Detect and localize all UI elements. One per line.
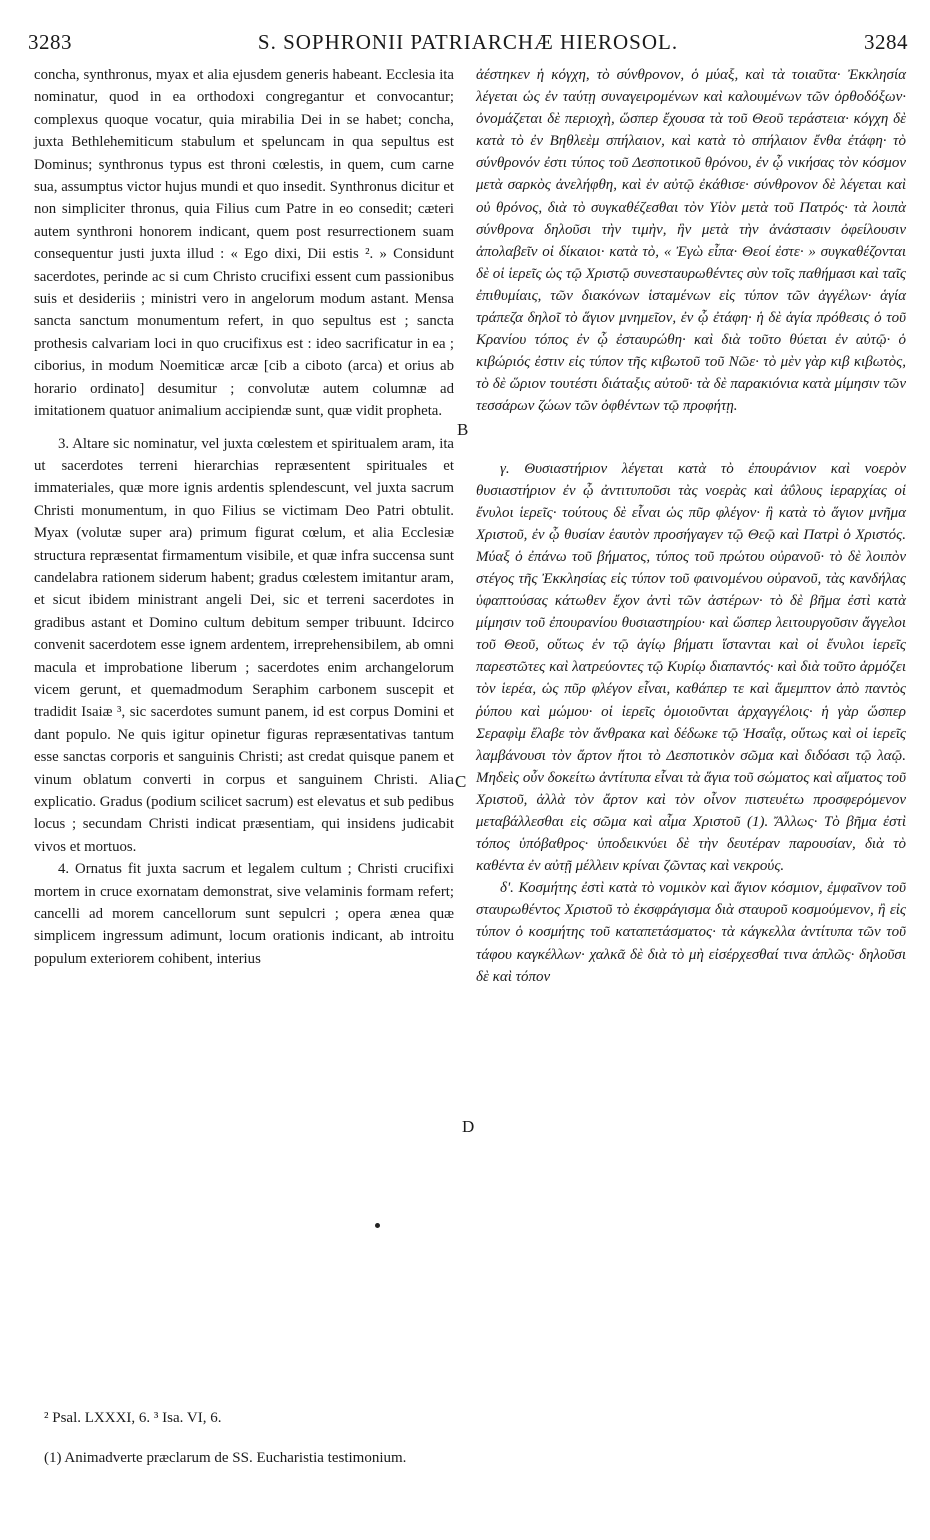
running-header bbox=[28, 30, 908, 56]
page-number-right: 3284 bbox=[864, 30, 908, 54]
stray-dot bbox=[375, 1223, 380, 1228]
greek-paragraph-1: ἀέστηκεν ἡ κόγχη, τὸ σύνθρονον, ὁ μύαξ, καὶ τὰ τοιαῦτα· Ἐκκλησία λέγεται ὡς ἐν ταύτῃ συναγειρομένων καὶ καλουμένων τῶν ὀρθοδόξων· ὀνομάζεται δὲ περιοχὴ, ὥσπερ ἔχουσα τὰ τοῦ Θεοῦ τεράστεια· κόγχη δὲ κατὰ τὸ ἐν Βηθλεὲμ σπήλαιον, καὶ κατὰ τὸ σπήλαιον ἔνθα ἐτάφη· τὸ σύνθρονόν ἐστι τύπος τοῦ Δεσποτικοῦ θρόνου, ἐν ᾧ νικήσας τὸν κόσμον μετὰ σαρκὸς ἀνελήφθη, καὶ ἐν αὐτῷ ἐκάθισε· σύνθρονον δὲ λέγεται καὶ οὐ θρόνος, διὰ τὸ συγκαθέζεσθαι τὸν Υἱὸν μετὰ τοῦ Πατρός· τὰ λοιπὰ σύνθρονα δηλοῦσι τὴν τιμὴν, ἣν μετὰ τὴν ἀνάστασιν ὀφείλουσιν ἀπολαβεῖν οἱ δίκαιοι· κατὰ τὸ, « Ἐγὼ εἶπα· Θεοί ἐστε· » συγκαθέζονται δὲ οἱ ἱερεῖς ὡς τῷ Χριστῷ συνεσταυρωθέντες σὺν τοῖς παθήμασι καὶ ταῖς ἐπιθυμίαις, τῶν διακόνων ἱσταμένων εἰς τύπον τῶν ἀγγέλων· ἁγία τράπεζα δηλοῖ τὸ ἅγιον μνημεῖον, ἐν ᾧ ἐτάφη· ἡ δὲ ἁγία πρόθεσις ὁ τοῦ Κρανίου τόπος ἐν ᾧ ἐσταυρώθη· καὶ διὰ τοῦτο θύεται ἐν αὐτῷ· ὁ κιβώριός ἐστιν εἰς τύπον τῆς κιβωτοῦ τοῦ Νῶε· τὸ μὲν γὰρ κιβ κιβωτὸς, τὸ δὲ ὥριον τουτέστι διάταξις αὐτοῦ· τὰ δὲ παρακιόνια κατὰ μίμησιν τῶν τεσσάρων ζώων τῶν ὀφθέντων τῷ προφήτῃ. bbox=[476, 67, 906, 415]
footnote-refs: ² Psal. LXXXI, 6. ³ Isa. VI, 6. bbox=[44, 1410, 222, 1426]
latin-paragraph-3: 3. Altare sic nominatur, vel juxta cœlestem et spiritualem aram, ita ut sacerdotes terreni hierarchias repræsentent spirituales et immateriales, quæ more ignis ardentis splendescunt, vel juxta sacrum Christi monumentum, in quo Filius se victimam Deo Patri obtulit. Myax (volutæ super ara) primum figurat cœlum, et alia Ecclesiæ structura repræsentat firmamentum visibile, et quæ infra succensa sunt candelabra rationem siderum habent; gradus cœlestem imitantur aram, et sicut ibidem ministrant angeli Dei, sic et terreni sacerdotes in gradibus astant et Domino cultum debitum semper tribuunt. Idcirco convenit sacerdotem esse ignem ardentem, irreprehensibilem, ab omni macula et improbatione liberum ; sacerdotes enim archangelorum vicem gerunt, et quemadmodum Seraphim carbonem suscepit et tradidit Isaiæ ³, sic sacerdotes sumunt panem, id est corpus Domini et dant populo. Ne quis igitur opinetur figuras repræsentativas tantum esse sanctas corporis et sanguinis Christi; ast credat quisque panem et vinum oblatum converti in corpus et sanguinem Christi. Alia explicatio. Gradus (podium scilicet sacrum) est elevatus et sub pedibus locus ; secundam Christi indicat præsentiam, qui insidens judicabit vivos et mortuos. bbox=[34, 435, 454, 855]
latin-paragraph-1: concha, synthronus, myax et alia ejusdem generis habeant. Ecclesia ita nominatur, quod in ea orthodoxi congregantur et convocantur; complexus quoque vocatur, quia mirabilia Dei in se habet; concha, juxta Bethlehemiticum stabulum et speluncam in qua sepultus est Dominus; synthronus typus est throni cœlestis, in quem, cum carne sua, assumptus victor hujus mundi et quo insedit. Synthronus dicitur et non simpliciter thronus, quia Filius cum Patre in eo consedit; cæteri autem synthroni honorem indicant, quem post resurrectionem suam consequentur justi juxta illud : « Ego dixi, Dii estis ². » Considunt sacerdotes, perinde ac si cum Christo crucifixi essent cum passionibus suis et desideriis ; ministri vero in angelorum modum astant. Mensa sancta sanctum monumentum refert, in quo sepultus est ; sancta prothesis calvariam loci in quo crucifixus est : ideo sacrificatur in ea ; ciborius, in modum Noemiticæ arcæ [cib a ciboto (arca) et orius ab horario ordinato] desumitur ; convolutæ autem columnæ ad imitationem quatuor animalium accipiendæ sunt, quæ vidit propheta. bbox=[34, 67, 454, 420]
footnote-editor-note: (1) Animadverte præclarum de SS. Eucharistia testimonium. bbox=[44, 1450, 407, 1466]
latin-column bbox=[34, 64, 454, 970]
running-title: S. SOPHRONII PATRIARCHÆ HIEROSOL. bbox=[257, 30, 679, 54]
margin-letter-c: C bbox=[455, 772, 467, 791]
latin-paragraph-4: 4. Ornatus fit juxta sacrum et legalem cultum ; Christi crucifixi mortem in cruce exornatam demonstrat, sive velaminis formam refert; cancelli ad morem cancellorum sunt sepulcri ; opera ænea quæ simplicem ingressum adimunt, locum orationis indicant, ab introitu populum exteriorem cohibent, interius bbox=[34, 861, 454, 967]
margin-letter-d: D bbox=[462, 1117, 475, 1136]
margin-letter-b: B bbox=[457, 420, 469, 439]
page-number-left: 3283 bbox=[28, 30, 72, 54]
greek-paragraph-gamma: γ. Θυσιαστήριον λέγεται κατὰ τὸ ἐπουράνιον καὶ νοερὸν θυσιαστήριον ἐν ᾧ ἀντιτυποῦσι τὰς νοερὰς καὶ ἀΰλους ἱεραρχίας οἱ ἔνυλοι ἱερεῖς· τούτους δὲ εἶναι ὡς πῦρ φλέγον· ἢ κατὰ τὸ ἅγιον μνῆμα Χριστοῦ, ἐν ᾧ θυσίαν ἑαυτὸν προσήγαγεν τῷ Θεῷ καὶ Πατρὶ ὁ Χριστός. Μύαξ ὁ ἐπάνω τοῦ βήματος, τύπος τοῦ πρώτου οὐρανοῦ· τὸ δὲ λοιπὸν στέγος τῆς Ἐκκλησίας εἰς τύπον τοῦ φαινομένου οὐρανοῦ, τὰς κανδήλας ὑφαπτούσας κάτωθεν ἔχον ἀντὶ τῶν ἀστέρων· τὸ δὲ βῆμα ἐστὶ κατὰ μίμησιν τοῦ ἐπουρανίου θυσιαστηρίου· καὶ ὥσπερ λειτουργοῦσιν ἄγγελοι τοῦ Θεοῦ, οὕτως ἐν τῷ ἁγίῳ βήματι ἵστανται καὶ οἱ ἔνυλοι ἱερεῖς παρεστῶτες καὶ λατρεύοντες τῷ Κυρίῳ διαπαντός· καὶ διὰ τοῦτο ἁρμόζει τὸν ἱερέα, ὡς πῦρ φλέγον εἶναι, καθάπερ τε καὶ ἄμεμπτον ἀπὸ παντὸς ῥύπου καὶ μώμου· οἱ ἱερεῖς ὁμοιοῦνται ἀρχαγγέλοις· ἡ γὰρ ὥσπερ Σεραφὶμ ἔλαβε τὸν ἄνθρακα καὶ δέδωκε τῷ Ἡσαΐᾳ, οὕτως καὶ οἱ ἱερεῖς λαμβάνουσι τὸν ἄρτον ἤτοι τὸ Δεσποτικὸν σῶμα καὶ διδόασι τῷ λαῷ. Μηδεὶς οὖν δοκείτω ἀντίτυπα εἶναι τὰ ἅγια τοῦ σώματος καὶ αἵματος τοῦ Χριστοῦ, ἀλλὰ τὸν ἄρτον καὶ τὸν οἶνον πιστευέτω προσφερόμενον μεταβάλλεσθαι εἰς σῶμα καὶ αἷμα Χριστοῦ (1). Ἄλλως· Τὸ βῆμα ἐστὶ τόπος ὑπόβαθρος· ὑποδεικνύει δὲ τὴν δευτέραν παρουσίαν, διὰ τὸ καθέντα ἐν αὐτῇ μέλλειν κρίναι ζῶντας καὶ νεκρούς. bbox=[476, 460, 906, 875]
greek-column bbox=[476, 64, 906, 988]
greek-paragraph-delta: δ'. Κοσμήτης ἐστὶ κατὰ τὸ νομικὸν καὶ ἅγιον κόσμιον, ἐμφαῖνον τοῦ σταυρωθέντος Χριστοῦ τὸ ἐκσφράγισμα διὰ σταυροῦ κοσμούμενον, ἢ εἰς τύπον ὁ κοσμήτης τοῦ καταπετάσματος· τὰ κάγκελλα ἀντίτυπα τῶν τοῦ τάφου καγκέλλων· χαλκᾶ δὲ διὰ τὸ μὴ εἰσέρχεσθαί τινα ἁπλῶς· δηλοῦσι δὲ καὶ τόπον bbox=[476, 880, 906, 985]
